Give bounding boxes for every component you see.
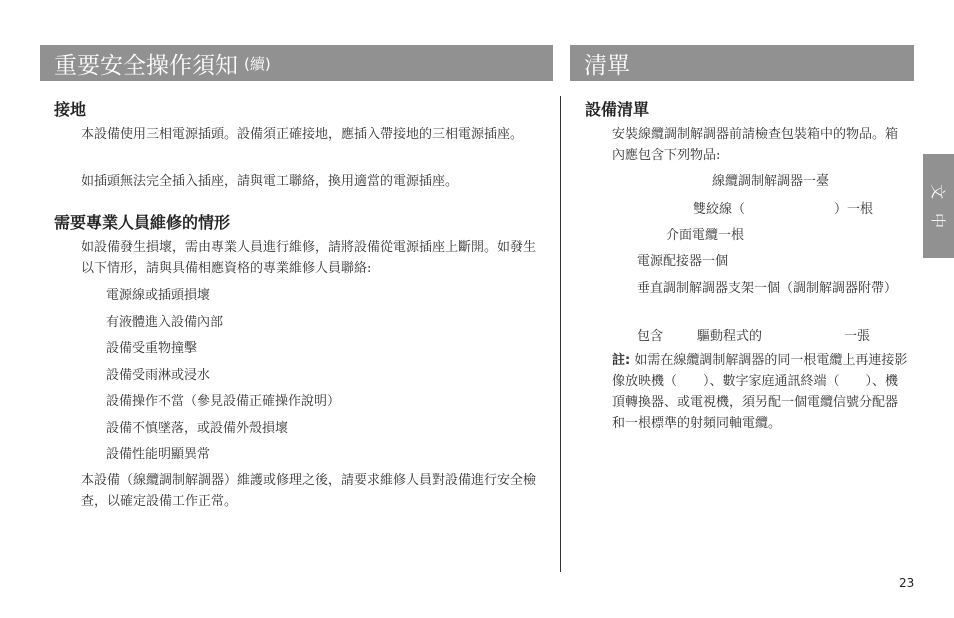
page-number: 23	[899, 576, 915, 590]
language-side-tab	[923, 154, 954, 258]
service-list-item: 設備受重物撞擊	[106, 341, 198, 356]
service-paragraph-2: 本設備（線纜調制解調器）維護或修理之後，請要求維修人員對設備進行安全檢查，以確定設備工作正常。	[81, 473, 537, 509]
equipment-item: 雙絞線（	[693, 202, 746, 217]
equipment-list-heading: 設備清單	[585, 100, 650, 119]
service-list-item: 設備受雨淋或浸水	[106, 368, 211, 383]
note-label: 註:	[612, 353, 631, 368]
note-text: 如需在線纜調制解調器的同一根電纜上再連接影像放映機（ ）、數字家庭通訊終端（ ）、機頂轉換器、或電視機，須另配一個電纜信號分配器和一根標準的射頻同軸電纜。	[612, 353, 908, 431]
service-list-item: 有液體進入設備內部	[106, 315, 224, 330]
left-section-header	[40, 45, 553, 81]
service-list-item: 設備操作不當（參見設備正確操作說明）	[106, 394, 341, 409]
right-header-title: 清單	[584, 52, 630, 79]
equipment-item: 線纜調制解調器一臺	[712, 174, 830, 189]
equipment-item: 電源配接器一個	[637, 254, 729, 269]
grounding-paragraph-1: 本設備使用三相電源插頭。設備須正確接地，應插入帶接地的三相電源插座。	[81, 127, 524, 142]
equipment-item: ）一根	[834, 202, 874, 217]
right-section-header	[570, 45, 914, 81]
left-header-suffix: (續)	[244, 54, 271, 73]
equipment-intro: 安裝線纜調制解調器前請檢查包裝箱中的物品。箱內應包含下列物品:	[612, 127, 899, 163]
equipment-item: 介面電纜一根	[666, 228, 745, 243]
equipment-item: 垂直調制解調器支架一個（調制解調器附帶）	[637, 281, 898, 296]
left-header-title: 重要安全操作須知	[54, 52, 238, 79]
service-list-item: 設備不慎墜落，或設備外殼損壞	[106, 421, 289, 436]
grounding-heading: 接地	[54, 100, 87, 119]
service-list-item: 設備性能明顯異常	[106, 447, 211, 462]
service-list-item: 電源線或插頭損壞	[106, 288, 211, 303]
service-paragraph-1: 如設備發生損壞，需由專業人員進行維修，請將設備從電源插座上斷開。如發生以下情形，請與具備相應資格的專業維修人員聯絡:	[81, 240, 537, 276]
equipment-item: 驅動程式的	[697, 329, 763, 344]
side-tab-char: 中	[928, 212, 947, 229]
side-tab-char: 文	[928, 183, 947, 200]
service-heading: 需要專業人員維修的情形	[54, 213, 231, 232]
equipment-item: 包含	[637, 329, 664, 344]
grounding-paragraph-2: 如插頭無法完全插入插座，請與電工聯絡，換用適當的電源插座。	[81, 174, 459, 189]
note-paragraph	[612, 350, 910, 434]
column-divider	[560, 96, 561, 572]
equipment-item: 一張	[844, 329, 871, 344]
